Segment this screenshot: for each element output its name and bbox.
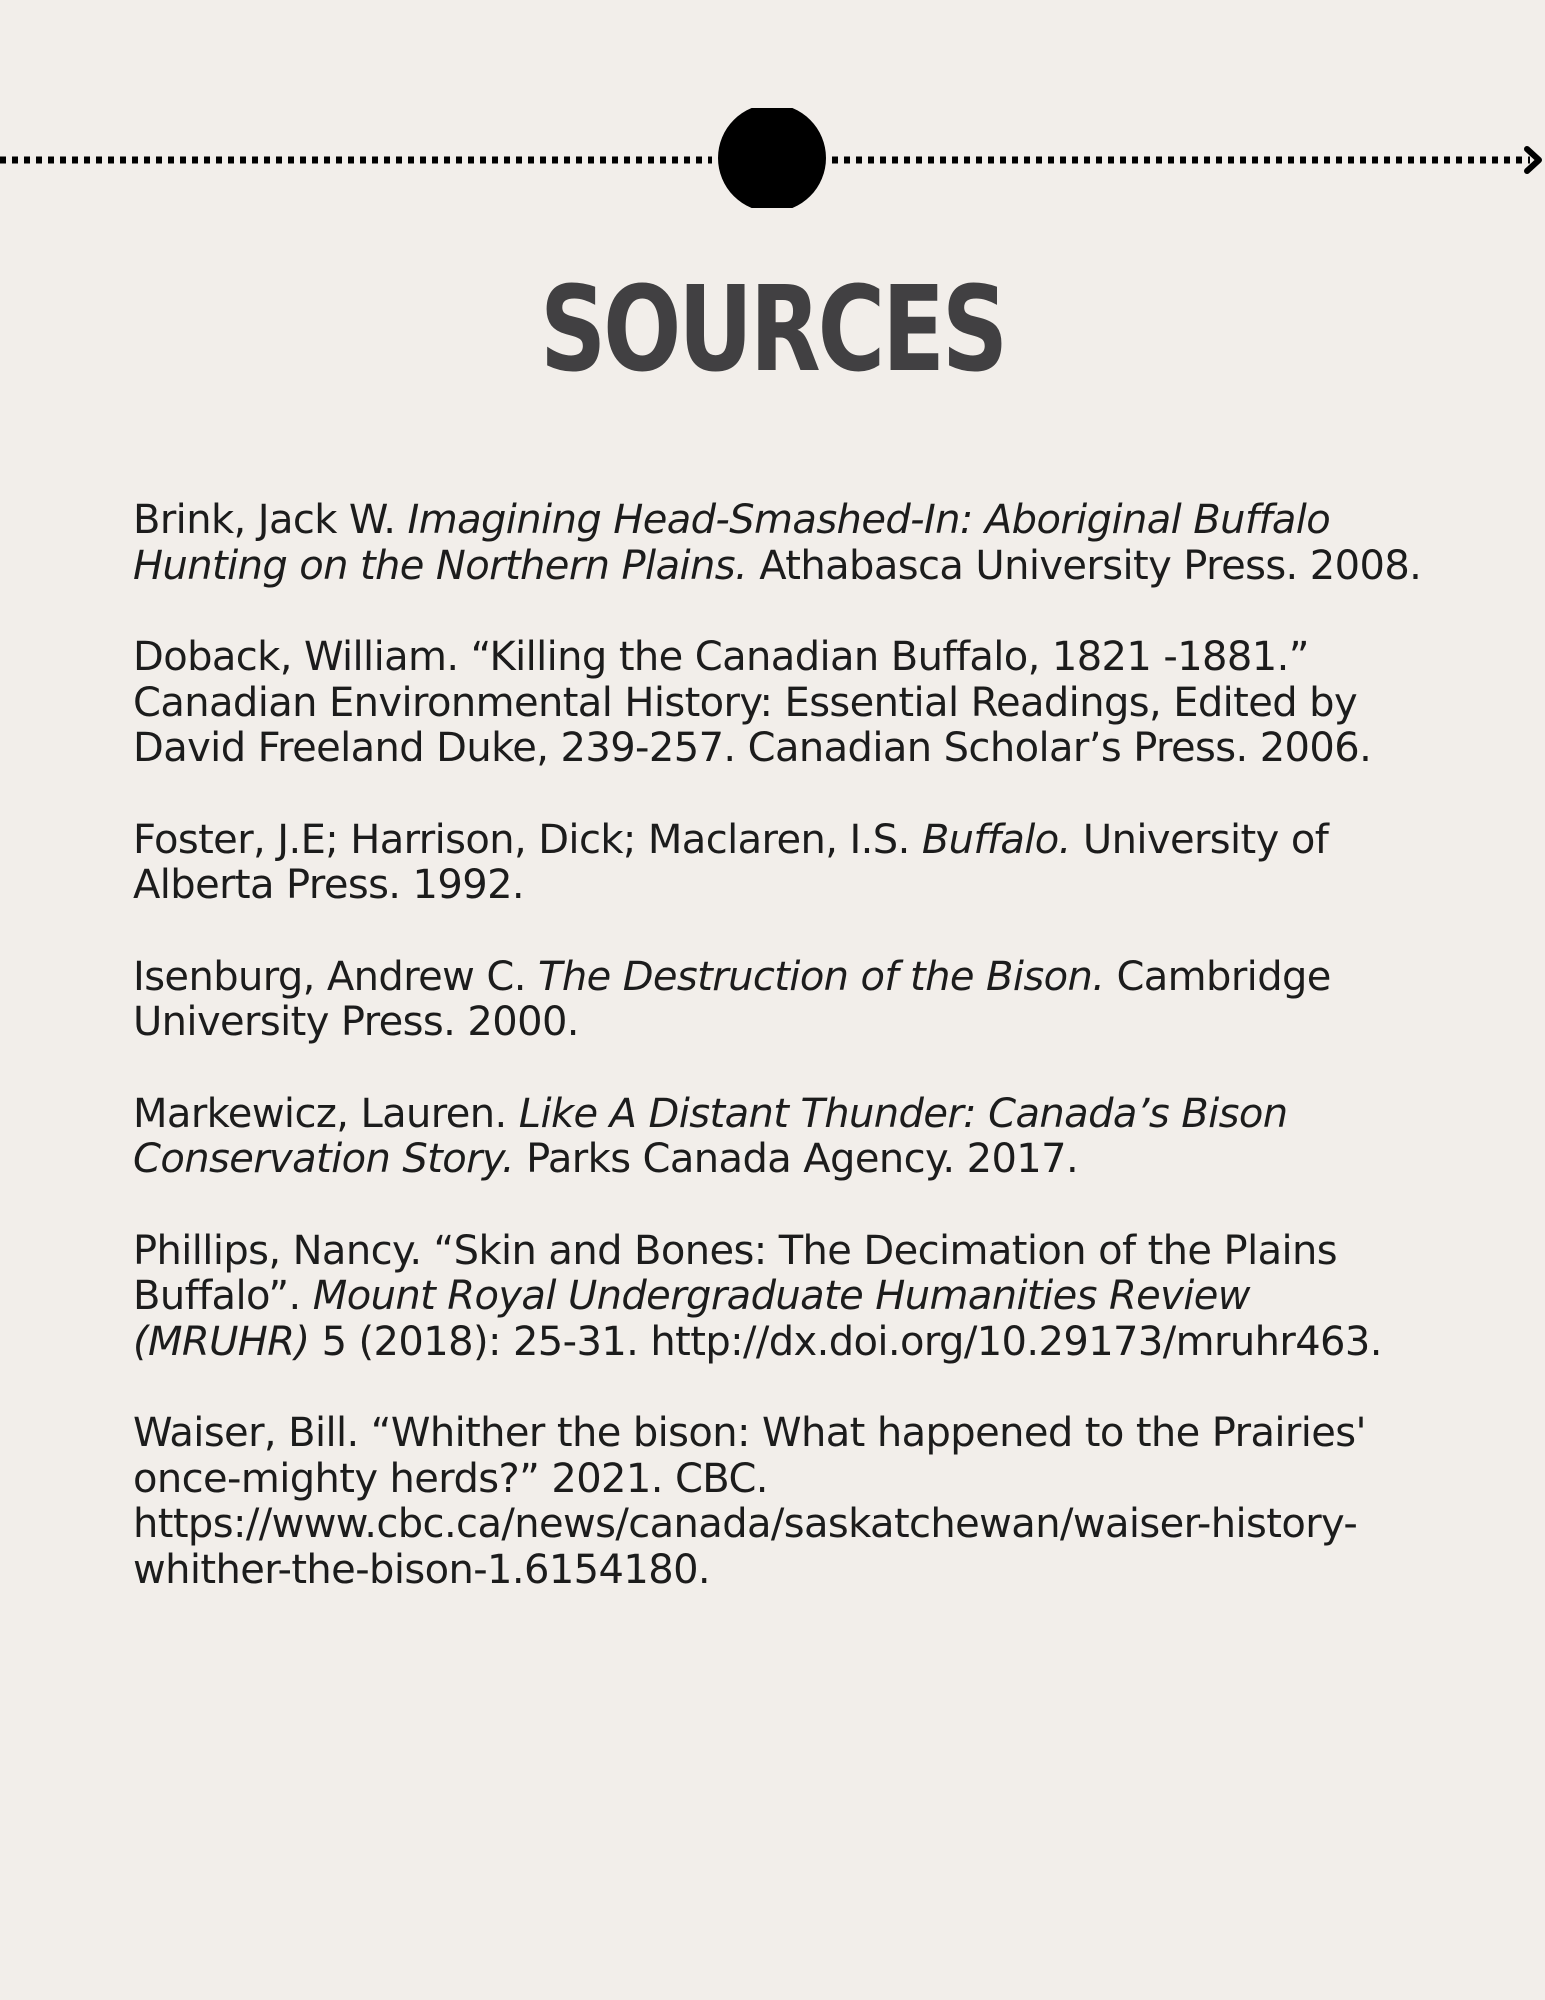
source-entry-text: Foster, J.E; Harrison, Dick; Maclaren, I.S. (133, 816, 922, 863)
source-entry-text: 5 (2018): 25-31. http://dx.doi.org/10.29173/mruhr463. (309, 1318, 1382, 1365)
source-entry-text: Doback, William. “Killing the Canadian Buffalo, 1821 -1881.” Canadian Environmental History: Essential Readings, Edited by David Freeland Duke, 239-257. Canadian Scholar’s Press. 2006. (133, 634, 1372, 771)
source-entry (133, 1229, 1423, 1366)
source-entry (133, 955, 1423, 1046)
source-entry (133, 635, 1423, 772)
source-entry-text: Parks Canada Agency. 2017. (514, 1136, 1079, 1182)
source-entry-text: Cambridge University Press. 2000. (133, 953, 1331, 1045)
source-entry-text: Waiser, Bill. “Whither the bison: What happened to the Prairies' once-mighty herds?” 2021. CBC. https://www.cbc.ca/news/canada/saskatchewan/waiser-history-whither-the-bison-1.6154180. (133, 1410, 1366, 1593)
source-entry-title: Mount Royal Undergraduate Humanities Review (MRUHR) (133, 1273, 1250, 1365)
source-entry-text: Markewicz, Lauren. (133, 1090, 519, 1137)
source-entry-text: Phillips, Nancy. “Skin and Bones: The Decimation of the Plains Buffalo”. (133, 1227, 1338, 1319)
timeline-divider (0, 108, 1545, 208)
source-entry-text: Isenburg, Andrew C. (133, 953, 538, 1000)
source-entry (133, 818, 1423, 909)
source-entry (133, 1411, 1423, 1593)
timeline-marker-icon (718, 108, 826, 208)
source-entry (133, 498, 1423, 589)
source-entry-title: The Destruction of the Bison. (537, 953, 1105, 1000)
source-entry-title: Imagining Head-Smashed-In: Aboriginal Buffalo Hunting on the Northern Plains. (133, 497, 1331, 589)
source-entry-text: Brink, Jack W. (133, 497, 408, 543)
source-entry (133, 1092, 1423, 1183)
source-entry-title: Buffalo. (921, 816, 1071, 863)
source-entry-title: Like A Distant Thunder: Canada’s Bison Conservation Story. (133, 1090, 1288, 1182)
page-title: SOURCES (539, 260, 1006, 398)
timeline-graphic (0, 108, 1545, 208)
sources-list (133, 498, 1423, 1639)
source-entry-text: Athabasca University Press. 2008. (747, 542, 1422, 589)
source-entry-text: University of Alberta Press. 1992. (133, 816, 1329, 908)
